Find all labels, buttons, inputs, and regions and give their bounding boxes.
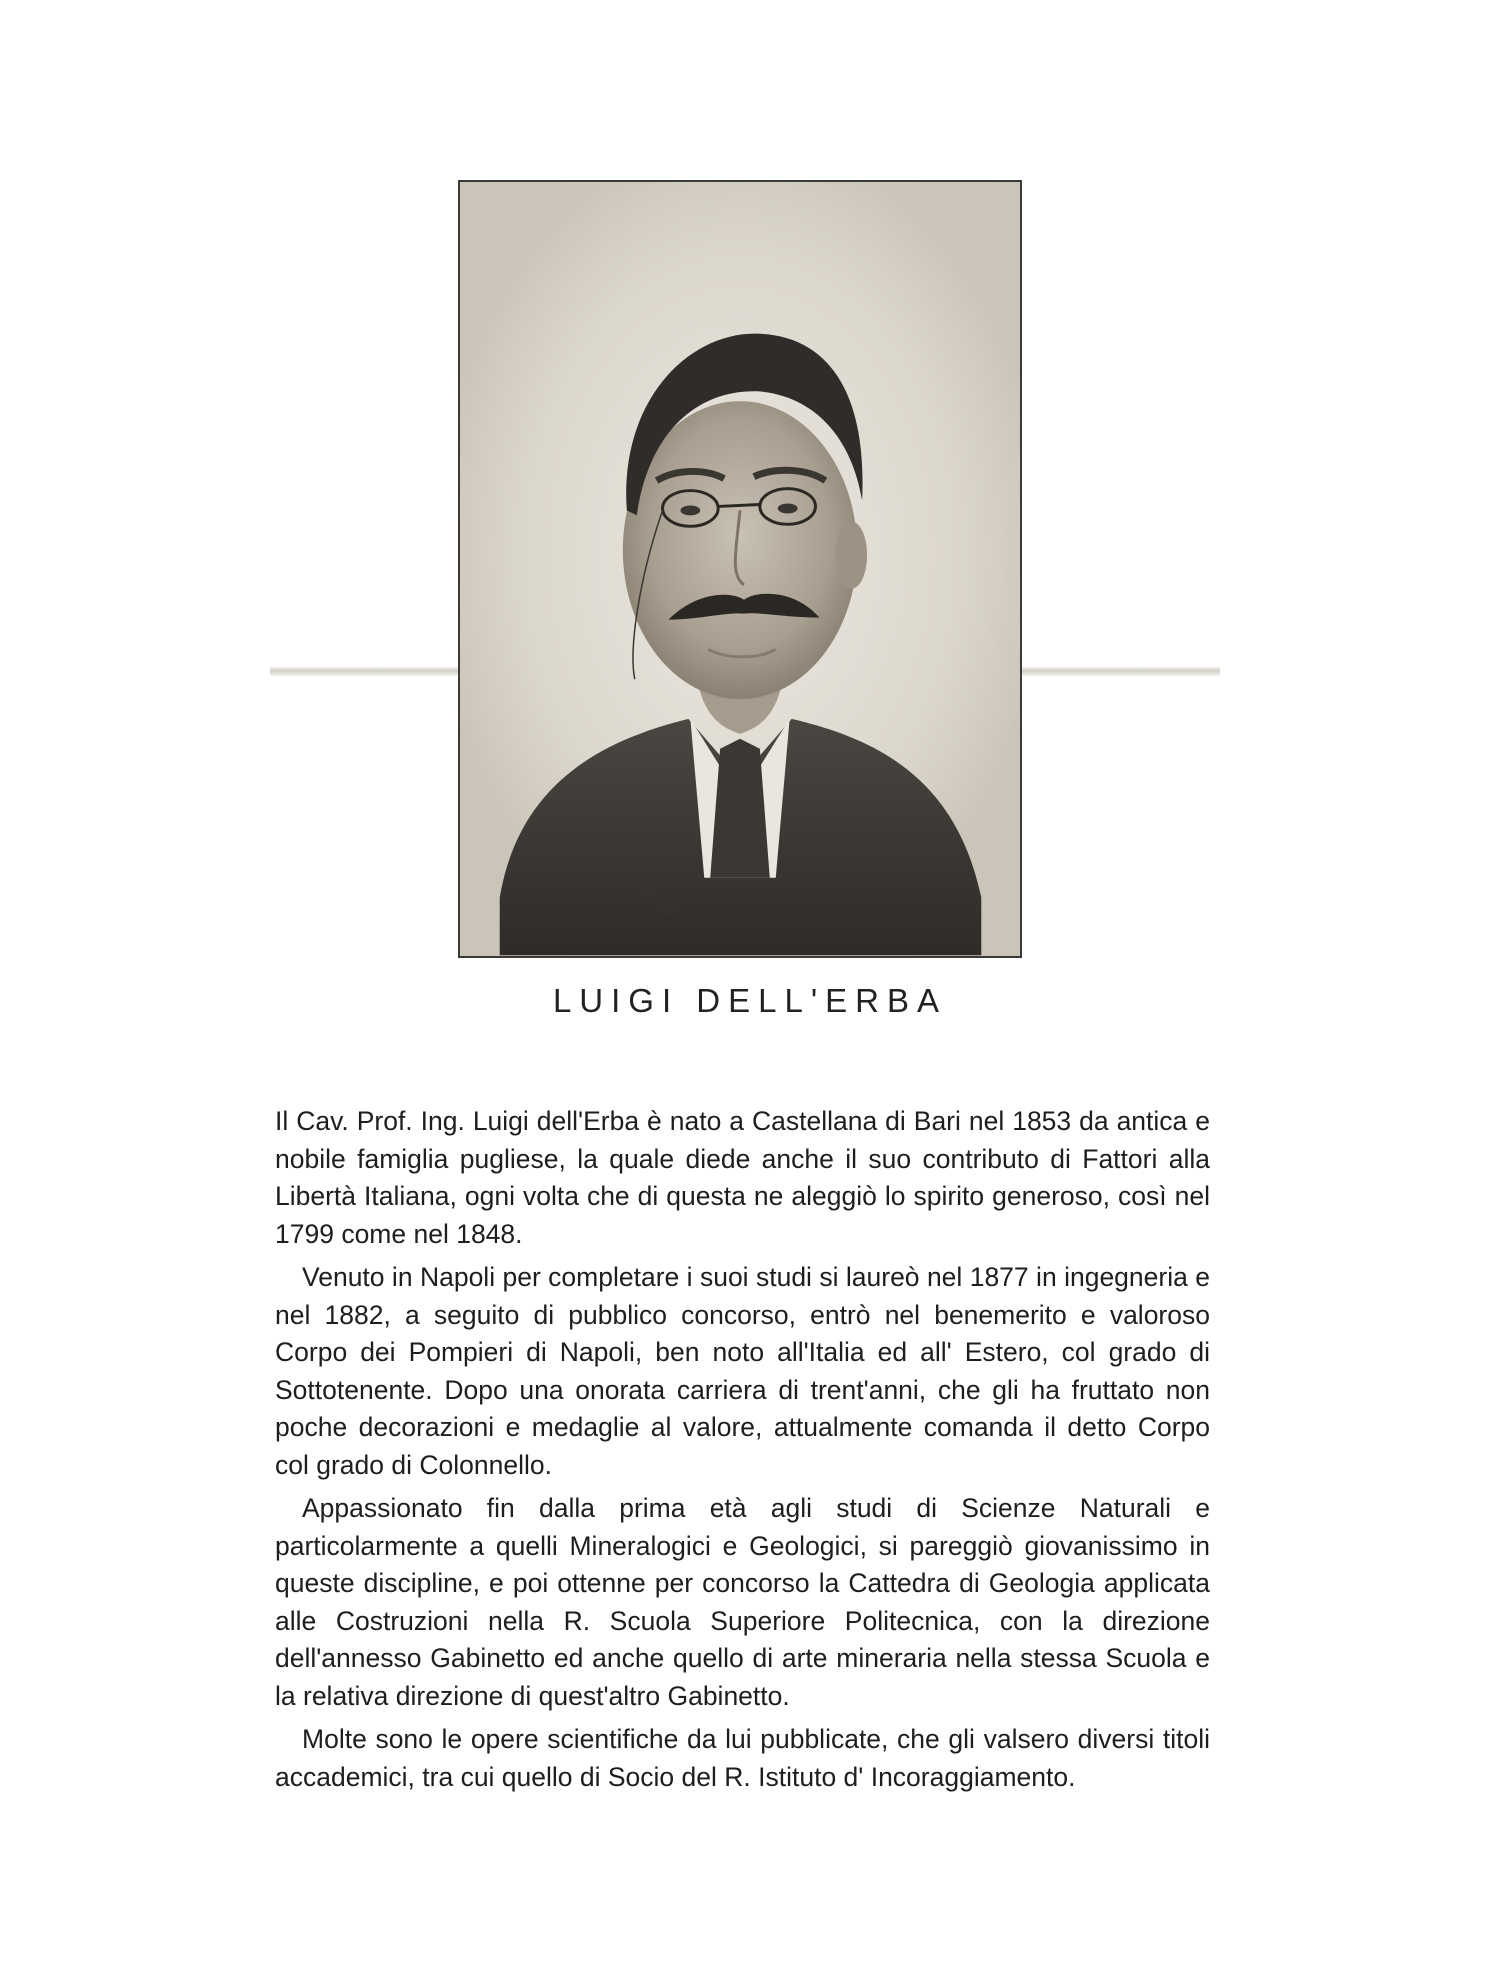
portrait-photo: [458, 180, 1022, 958]
biography-text: [275, 1103, 1210, 1802]
biography-paragraph-1: Il Cav. Prof. Ing. Luigi dell'Erba è nato a Castellana di Bari nel 1853 da antica e nobile famiglia pugliese, la quale diede anche il suo contributo di Fattori alla Libertà Italiana, ogni volta che di questa ne aleggiò lo spirito generoso, così nel 1799 come nel 1848.: [275, 1106, 1210, 1249]
biography-paragraph-4: Molte sono le opere scientifiche da lui pubblicate, che gli valsero diversi titoli accademici, tra cui quello di Socio del R. Istituto d' Incoraggiamento.: [275, 1724, 1210, 1792]
portrait-caption: LUIGI DELL'ERBA: [552, 982, 948, 1019]
biography-paragraph-3: Appassionato fin dalla prima età agli studi di Scienze Naturali e particolarmente a quelli Mineralogici e Geologici, si pareggiò giovanissimo in queste discipline, e poi ottenne per concorso la Cattedra di Geologia applicata alle Costruzioni nella R. Scuola Superiore Politecnica, con la direzione dell'annesso Gabinetto ed anche quello di arte mineraria nella stessa Scuola e la relativa direzione di quest'altro Gabinetto.: [275, 1493, 1210, 1711]
portrait-engraving: [460, 182, 1020, 956]
artist-signature: Capomazzi: [616, 858, 678, 921]
biography-paragraph-2: Venuto in Napoli per completare i suoi studi si laureò nel 1877 in ingegneria e nel 1882, a seguito di pubblico concorso, entrò nel benemerito e valoroso Corpo dei Pompieri di Napoli, ben noto all'Italia ed all' Estero, col grado di Sottotenente. Dopo una onorata carriera di trent'anni, che gli ha fruttato non poche decorazioni e medaglie al valore, attualmente comanda il detto Corpo col grado di Colonnello.: [275, 1262, 1210, 1480]
